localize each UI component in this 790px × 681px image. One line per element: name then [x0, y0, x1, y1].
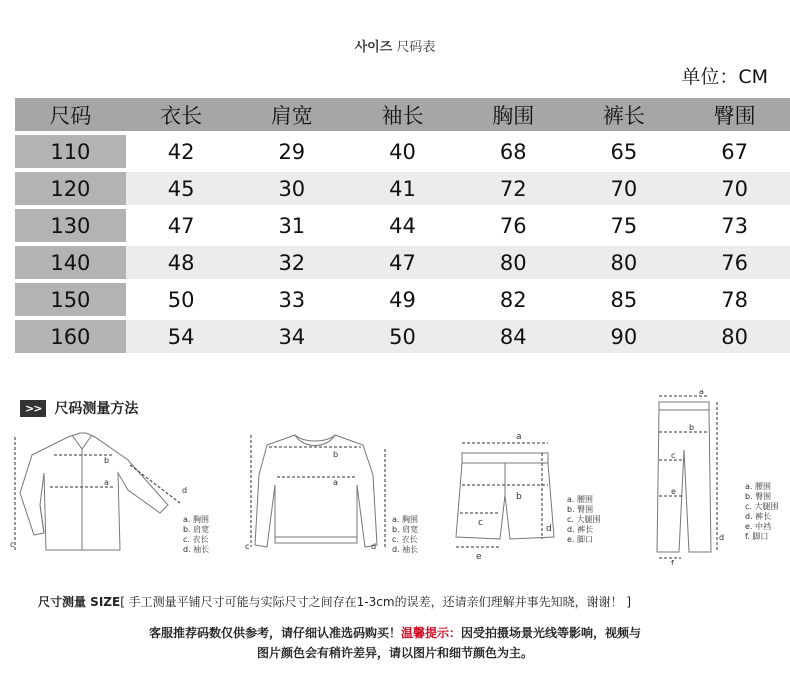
cell-size: 140	[15, 246, 126, 279]
size-note	[38, 593, 631, 610]
table-cell: 80	[458, 246, 569, 279]
sweater-legend	[392, 515, 418, 555]
chart-title	[0, 36, 790, 55]
header-length: 衣长	[126, 98, 237, 131]
header-hip: 臀围	[679, 98, 790, 131]
legend-item: c. 衣长	[392, 535, 418, 544]
table-cell: 84	[458, 320, 569, 353]
legend-item: e. 脚口	[567, 535, 594, 544]
table-cell: 72	[458, 172, 569, 205]
table-cell: 76	[679, 246, 790, 279]
marker-c: c	[478, 518, 483, 528]
table-cell: 31	[236, 209, 347, 242]
marker-a: a	[516, 432, 522, 442]
legend-item: a. 胸围	[392, 515, 418, 524]
title-korean: 사이즈	[354, 40, 393, 55]
table-cell: 41	[347, 172, 458, 205]
shorts-diagram	[450, 415, 570, 565]
tip-text-b: 因受拍摄场景光线等影响，视频与	[461, 626, 642, 640]
pants-legend	[745, 482, 778, 542]
table-cell: 54	[126, 320, 237, 353]
legend-item: a. 腰围	[745, 482, 771, 491]
marker-b: b	[104, 456, 110, 465]
table-cell: 32	[236, 246, 347, 279]
legend-item: d. 裤长	[745, 512, 772, 521]
marker-a: a	[104, 478, 109, 487]
table-cell: 76	[458, 209, 569, 242]
table-row	[15, 283, 790, 316]
shirt-legend	[183, 515, 209, 555]
marker-e: e	[671, 487, 676, 496]
measure-method-label: 尺码测量方法	[54, 401, 139, 417]
legend-item: c. 衣长	[183, 535, 209, 544]
header-sleeve: 袖长	[347, 98, 458, 131]
table-cell: 30	[236, 172, 347, 205]
cell-size: 130	[15, 209, 126, 242]
shorts-legend	[567, 495, 600, 545]
header-shoulder: 肩宽	[236, 98, 347, 131]
table-cell: 70	[569, 172, 680, 205]
marker-d: d	[719, 533, 725, 542]
size-note-text: [ 手工测量平铺尺寸可能与实际尺寸之间存在1-3cm的误差，还请亲们理解并事先知晓，谢谢！ ]	[120, 595, 632, 609]
table-row	[15, 246, 790, 279]
table-cell: 47	[126, 209, 237, 242]
tip-warning-label: 温馨提示：	[400, 626, 461, 640]
table-cell: 78	[679, 283, 790, 316]
size-note-label: 尺寸测量 SIZE	[38, 595, 121, 609]
table-cell: 50	[126, 283, 237, 316]
marker-d: d	[546, 524, 552, 534]
marker-a: a	[333, 478, 338, 487]
unit-label: 单位：CM	[681, 66, 768, 88]
legend-item: d. 袖长	[392, 545, 419, 554]
table-cell: 48	[126, 246, 237, 279]
header-size: 尺码	[15, 98, 126, 131]
marker-b: b	[516, 492, 522, 502]
marker-d: d	[371, 542, 377, 551]
tip-note	[0, 623, 790, 663]
double-chevron-icon: >>	[20, 400, 46, 417]
tip-line-2: 图片颜色会有稍许差异，请以图片和细节颜色为主。	[256, 646, 533, 660]
legend-item: b. 肩宽	[183, 525, 210, 534]
legend-item: a. 腰围	[567, 495, 593, 504]
legend-item: c. 大腿围	[745, 502, 779, 511]
legend-item: c. 大腿围	[567, 515, 601, 524]
table-cell: 80	[569, 246, 680, 279]
table-cell: 80	[679, 320, 790, 353]
table-cell: 40	[347, 135, 458, 168]
tip-line-1	[0, 623, 790, 643]
legend-item: d. 裤长	[567, 525, 594, 534]
marker-b: b	[333, 450, 339, 459]
legend-item: d. 袖长	[183, 545, 210, 554]
table-header-row	[15, 98, 790, 131]
shirt-diagram	[10, 415, 190, 560]
marker-b: b	[689, 423, 695, 432]
marker-c: c	[10, 540, 15, 549]
sweater-diagram	[245, 415, 395, 560]
cell-size: 150	[15, 283, 126, 316]
table-row	[15, 209, 790, 242]
legend-item: b. 臀围	[745, 492, 772, 501]
legend-item: b. 臀围	[567, 505, 594, 514]
table-cell: 29	[236, 135, 347, 168]
legend-item: e. 中裆	[745, 522, 772, 531]
table-cell: 73	[679, 209, 790, 242]
table-cell: 33	[236, 283, 347, 316]
legend-item: b. 肩宽	[392, 525, 419, 534]
table-cell: 44	[347, 209, 458, 242]
table-cell: 34	[236, 320, 347, 353]
legend-item: f. 脚口	[745, 532, 769, 541]
marker-e: e	[476, 552, 482, 562]
table-cell: 49	[347, 283, 458, 316]
table-cell: 67	[679, 135, 790, 168]
table-cell: 68	[458, 135, 569, 168]
cell-size: 120	[15, 172, 126, 205]
table-cell: 65	[569, 135, 680, 168]
table-cell: 45	[126, 172, 237, 205]
table-cell: 47	[347, 246, 458, 279]
table-cell: 50	[347, 320, 458, 353]
table-cell: 82	[458, 283, 569, 316]
title-chinese: 尺码表	[396, 40, 436, 55]
marker-d: d	[182, 486, 188, 495]
tip-text-a: 客服推荐码数仅供参考，请仔细认准选码购买！	[148, 626, 401, 640]
header-pants-length: 裤长	[569, 98, 680, 131]
legend-item: a. 胸围	[183, 515, 209, 524]
table-cell: 70	[679, 172, 790, 205]
marker-c: c	[671, 451, 676, 460]
table-cell: 42	[126, 135, 237, 168]
marker-f: f	[671, 559, 674, 565]
pants-diagram	[645, 390, 735, 565]
table-cell: 90	[569, 320, 680, 353]
table-row	[15, 135, 790, 168]
table-cell: 85	[569, 283, 680, 316]
table-row	[15, 172, 790, 205]
marker-a: a	[699, 390, 704, 396]
size-table	[15, 94, 790, 357]
table-row	[15, 320, 790, 353]
marker-c: c	[245, 542, 250, 551]
table-cell: 75	[569, 209, 680, 242]
cell-size: 160	[15, 320, 126, 353]
cell-size: 110	[15, 135, 126, 168]
header-chest: 胸围	[458, 98, 569, 131]
